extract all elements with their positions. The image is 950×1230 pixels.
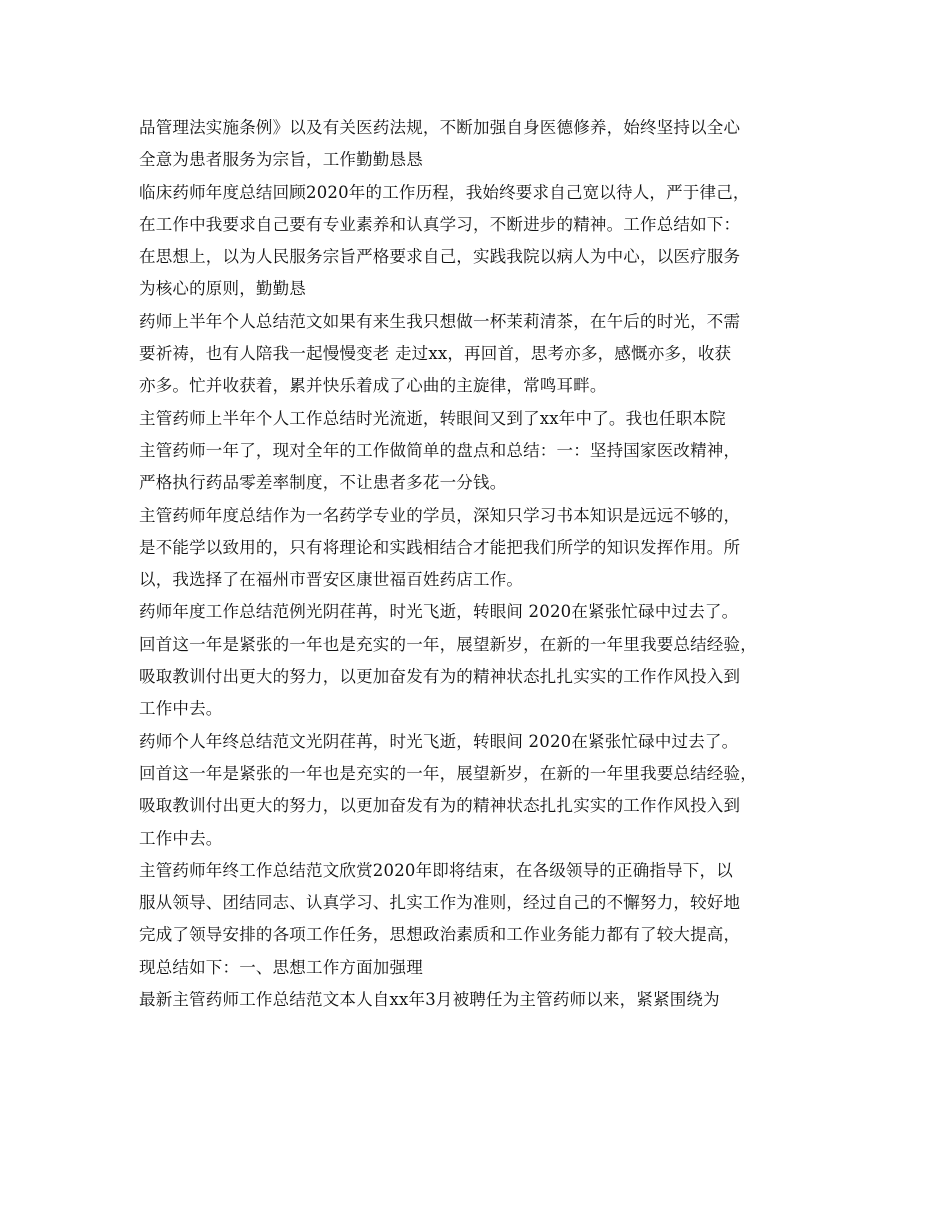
text-line: 是不能学以致用的，只有将理论和实践相结合才能把我们所学的知识发挥作用。所 — [139, 537, 741, 557]
text-line: 药师上半年个人总结范文如果有来生我只想做一杯茉莉清茶，在午后的时光，不需 — [139, 311, 741, 331]
text-line: 回首这一年是紧张的一年也是充实的一年，展望新岁，在新的一年里我要总结经验， — [139, 634, 757, 654]
text-line: 在工作中我要求自己要有专业素养和认真学习，不断进步的精神。工作总结如下： — [139, 214, 741, 234]
text-line: 以，我选择了在福州市晋安区康世福百姓药店工作。 — [139, 570, 524, 590]
text-line: 最新主管药师工作总结范文本人自xx年3月被聘任为主管药师以来，紧紧围绕为 — [139, 990, 720, 1010]
text-line: 吸取教训付出更大的努力，以更加奋发有为的精神状态扎扎实实的工作作风投入到 — [139, 796, 741, 816]
text-line: 亦多。忙并收获着，累并快乐着成了心曲的主旋律，常鸣耳畔。 — [139, 376, 607, 396]
document-body — [139, 112, 829, 1016]
text-line: 服从领导、团结同志、认真学习、扎实工作为准则，经过自己的不懈努力，较好地 — [139, 893, 741, 913]
text-line: 要祈祷，也有人陪我一起慢慢变老 走过xx，再回首，思考亦多，感慨亦多，收获 — [139, 344, 732, 364]
text-line: 严格执行药品零差率制度，不让患者多花一分钱。 — [139, 473, 507, 493]
text-line: 主管药师年度总结作为一名药学专业的学员，深知只学习书本知识是远远不够的， — [139, 505, 741, 525]
text-line: 现总结如下：一、思想工作方面加强理 — [139, 957, 423, 977]
text-line: 回首这一年是紧张的一年也是充实的一年，展望新岁，在新的一年里我要总结经验， — [139, 763, 757, 783]
text-line: 吸取教训付出更大的努力，以更加奋发有为的精神状态扎扎实实的工作作风投入到 — [139, 667, 741, 687]
text-line: 临床药师年度总结回顾2020年的工作历程，我始终要求自己宽以待人，严于律己， — [139, 182, 750, 202]
text-line: 品管理法实施条例》以及有关医药法规，不断加强自身医德修养，始终坚持以全心 — [139, 118, 741, 137]
text-line: 主管药师年终工作总结范文欣赏2020年即将结束，在各级领导的正确指导下，以 — [139, 860, 733, 880]
text-line: 完成了领导安排的各项工作任务，思想政治素质和工作业务能力都有了较大提高， — [139, 925, 741, 945]
text-line: 主管药师上半年个人工作总结时光流逝，转眼间又到了xx年中了。我也任职本院 — [139, 408, 726, 428]
text-line: 工作中去。 — [139, 699, 223, 719]
text-line: 药师个人年终总结范文光阴荏苒，时光飞逝，转眼间 2020在紧张忙碌中过去了。 — [139, 731, 739, 751]
text-line: 为核心的原则，勤勤恳 — [139, 279, 306, 299]
text-line: 全意为患者服务为宗旨，工作勤勤恳恳 — [139, 150, 423, 170]
text-line: 主管药师一年了，现对全年的工作做简单的盘点和总结：一：坚持国家医改精神， — [139, 440, 741, 460]
text-line: 药师年度工作总结范例光阴荏苒，时光飞逝，转眼间 2020在紧张忙碌中过去了。 — [139, 602, 739, 622]
text-line: 在思想上，以为人民服务宗旨严格要求自己，实践我院以病人为中心，以医疗服务 — [139, 247, 741, 267]
text-line: 工作中去。 — [139, 828, 223, 848]
